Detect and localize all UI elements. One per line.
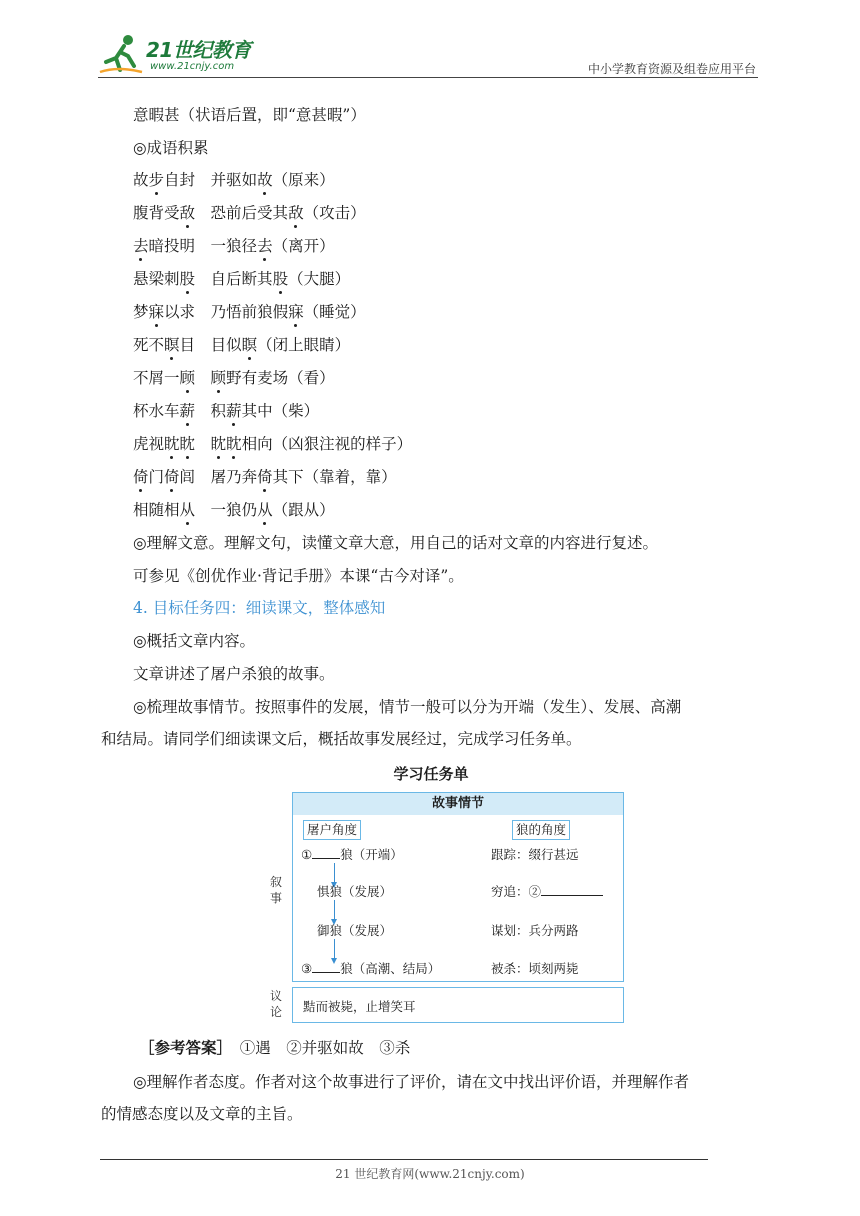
idiom: 倚门倚闾 [133, 468, 196, 486]
idiom: 故步自封 [133, 171, 196, 189]
footer-text: 21 世纪教育网(www.21cnjy.com) [335, 1167, 525, 1181]
side-label-discuss: 议论 [269, 989, 282, 1019]
answer-text: ①遇 ②并驱如故 ③杀 [239, 1039, 411, 1057]
wolf-step-2: 穷追：② [491, 882, 603, 900]
idiom-row [101, 500, 335, 520]
reference-text: 可参见《创优作业·背记手册》本课“古今对译”。 [133, 567, 464, 585]
story-text: 文章讲述了屠户杀狼的故事。 [133, 665, 335, 683]
butcher-perspective-tag: 屠户角度 [303, 820, 361, 840]
idiom-explanation: 积薪其中（柴） [210, 402, 320, 420]
butcher-step-4: ③ 狼（高潮、结局） [301, 961, 441, 976]
understand-text: ◎理解文意。理解文句，读懂文章大意，用自己的话对文章的内容进行复述。 [133, 534, 659, 552]
attitude-line1: ◎理解作者态度。作者对这个故事进行了评价，请在文中找出评价语，并理解作者 [133, 1073, 690, 1091]
header-divider [98, 77, 758, 78]
idiom-row [101, 434, 412, 454]
idiom-row [101, 335, 350, 355]
butcher-step-3: 御狼（发展） [317, 923, 393, 938]
idiom-explanation: 目似瞑（闭上眼睛） [210, 336, 351, 354]
idiom: 杯水车薪 [133, 402, 196, 420]
idiom-row [101, 401, 319, 421]
idiom: 虎视眈眈 [133, 435, 196, 453]
logo [98, 32, 268, 76]
wolf-step-1: 跟踪：缀行甚远 [491, 847, 579, 862]
plot-paragraph-line2: 和结局。请同学们细读课文后，概括故事发展经过，完成学习任务单。 [101, 730, 582, 748]
task4-heading: 4. 目标任务四：细读课文，整体感知 [133, 599, 386, 617]
idiom-row [101, 302, 366, 322]
syntax-note: 意暇甚（状语后置，即“意甚暇”） [133, 106, 366, 124]
butcher-step-1: ① 狼（开端） [301, 847, 403, 862]
blank-3 [312, 961, 340, 973]
footer-divider [100, 1159, 708, 1160]
idiom-explanation: 一狼仍从（跟从） [210, 501, 335, 519]
idiom-row [101, 368, 335, 388]
idiom: 相随相从 [133, 501, 196, 519]
arrow-down-icon [334, 939, 335, 959]
butcher-step-2: 惧狼（发展） [317, 884, 393, 899]
idiom: 死不瞑目 [133, 336, 196, 354]
idiom-explanation: 并驱如故（原来） [210, 171, 335, 189]
runner-logo-icon [98, 32, 146, 76]
idiom: 不屑一顾 [133, 369, 196, 387]
summarize-heading: ◎概括文章内容。 [133, 632, 256, 650]
sheet-title: 学习任务单 [393, 765, 469, 783]
idiom-heading: ◎成语积累 [133, 139, 209, 157]
plot-box-heading: 故事情节 [293, 793, 623, 815]
plot-paragraph-line1: ◎梳理故事情节。按照事件的发展，情节一般可以分为开端（发生）、发展、高潮 [133, 698, 682, 716]
wolf-perspective-tag: 狼的角度 [512, 820, 570, 840]
arrow-down-icon [334, 863, 335, 883]
idiom-row [101, 170, 335, 190]
idiom-row [101, 203, 366, 223]
logo-text: 21世纪教育 [146, 38, 251, 62]
wolf-step-3: 谋划：兵分两路 [491, 923, 579, 938]
arrow-down-icon [334, 900, 335, 920]
wolf-step-4: 被杀：顷刻两毙 [491, 961, 579, 976]
idiom-explanation: 乃悟前狼假寐（睡觉） [210, 303, 366, 321]
header-platform-text: 中小学教育资源及组卷应用平台 [587, 62, 756, 76]
idiom-explanation: 屠乃奔倚其下（靠着，靠） [210, 468, 397, 486]
side-label-narrative: 叙事 [269, 875, 282, 905]
blank-2 [541, 884, 603, 896]
page-header [98, 30, 758, 80]
idiom: 腹背受敌 [133, 204, 196, 222]
blank-1 [312, 847, 340, 859]
idiom-row [101, 236, 335, 256]
idiom-explanation: 自后断其股（大腿） [210, 270, 351, 288]
idiom-explanation: 恐前后受其敌（攻击） [210, 204, 366, 222]
plot-box [292, 792, 624, 982]
idiom-explanation: 一狼径去（离开） [210, 237, 335, 255]
idiom-explanation: 顾野有麦场（看） [210, 369, 335, 387]
discussion-box [292, 987, 624, 1023]
task-sheet-diagram [262, 790, 624, 1025]
attitude-line2: 的情感态度以及文章的主旨。 [101, 1105, 303, 1123]
idiom-explanation: 眈眈相向（凶狠注视的样子） [210, 435, 413, 453]
idiom-row [101, 269, 350, 289]
idiom-row [101, 467, 397, 487]
idiom: 去暗投明 [133, 237, 196, 255]
answer-line [139, 1038, 410, 1058]
answer-label: ［参考答案］ [139, 1038, 225, 1057]
logo-url: www.21cnjy.com [150, 61, 235, 72]
idiom: 梦寐以求 [133, 303, 196, 321]
idiom: 悬梁刺股 [133, 270, 196, 288]
discussion-text: 黠而被毙，止增笑耳 [303, 999, 416, 1014]
